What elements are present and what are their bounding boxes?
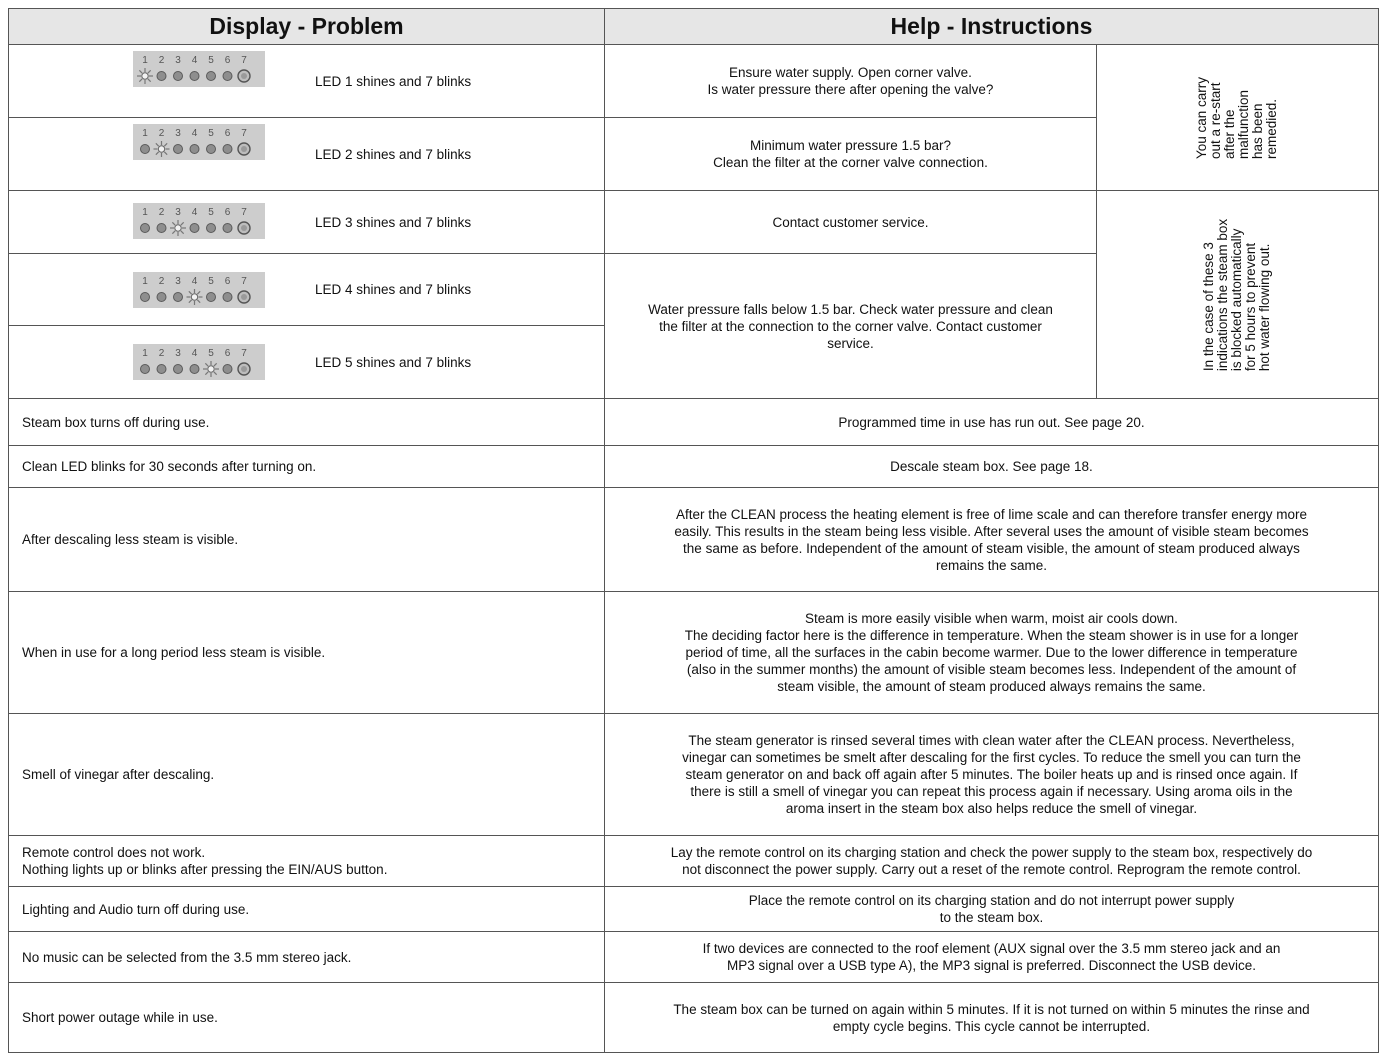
row-9-problem: Short power outage while in use. <box>8 982 605 1053</box>
led-panel-image <box>133 272 265 308</box>
led-number-label: 5 <box>208 55 214 66</box>
led-row-label: LED 4 shines and 7 blinks <box>315 282 472 297</box>
led-off-icon <box>141 293 150 302</box>
led-off-icon <box>207 145 216 154</box>
led-number-label: 4 <box>191 207 198 218</box>
row-3-help: After the CLEAN process the heating element is free of lime scale and can therefore transfer energy more easily. This results in the steam being less visible. After several uses the amount of visible steam becomes the same as before. Independent of the amount of steam visible, the amount of steam produced always remains the same. <box>604 487 1379 592</box>
led-row-label: LED 1 shines and 7 blinks <box>315 73 472 89</box>
led-panel-svg <box>133 272 265 308</box>
led-off-icon <box>157 293 166 302</box>
led-off-icon <box>157 365 166 374</box>
row-5-help: The steam generator is rinsed several times with clean water after the CLEAN process. Nevertheless, vinegar can sometimes be smelt after descaling for the first cycles. To reduce the smell you can turn the steam generator on and back off again after 5 minutes. The boiler heats up and is rinsed once again. If there is still a smell of vinegar you can repeat this process again if necessary. Using aroma oils in the aroma insert in the steam box also helps reduce the smell of vinegar. <box>604 713 1379 836</box>
led-shining-icon <box>187 289 203 305</box>
led-help-1: Ensure water supply. Open corner valve. Is water pressure there after opening the valve? <box>604 44 1097 118</box>
led-number-label: 2 <box>158 348 165 359</box>
row-3-problem: After descaling less steam is visible. <box>8 487 605 592</box>
led-shining-icon <box>170 220 186 236</box>
led-off-icon <box>174 72 183 81</box>
led-off-icon <box>207 72 216 81</box>
led-number-label: 3 <box>175 128 181 139</box>
led-off-icon <box>174 365 183 374</box>
led-panel-svg <box>133 51 265 87</box>
row-7-help: Place the remote control on its charging station and do not interrupt power supply to the steam box. <box>604 886 1379 932</box>
led-number-label: 2 <box>158 128 165 139</box>
led-off-icon <box>223 72 232 81</box>
row-2-help: Descale steam box. See page 18. <box>604 445 1379 488</box>
led-number-label: 6 <box>224 207 231 218</box>
led-shining-icon <box>137 68 153 84</box>
led-number-label: 7 <box>241 207 247 218</box>
row-6-help: Lay the remote control on its charging station and check the power supply to the steam box, respectively do not disconnect the power supply. Carry out a reset of the remote control. Reprogram the remote control. <box>604 835 1379 887</box>
led-number-label: 5 <box>208 128 214 139</box>
led-help-2: Minimum water pressure 1.5 bar? Clean the filter at the corner valve connection. <box>604 117 1097 191</box>
header-problem: Display - Problem <box>8 8 605 45</box>
led-row-label: LED 3 shines and 7 blinks <box>315 214 472 230</box>
led-number-label: 3 <box>175 55 181 66</box>
led-off-icon <box>190 145 199 154</box>
side-note-restart <box>1096 44 1379 191</box>
troubleshooting-table <box>8 8 1379 1053</box>
row-4-problem: When in use for a long period less steam is visible. <box>8 591 605 714</box>
led-blinking-icon <box>238 222 250 234</box>
led-number-label: 5 <box>208 348 214 359</box>
led-number-label: 2 <box>158 207 165 218</box>
led-row-5-problem <box>8 325 605 399</box>
led-number-label: 4 <box>191 276 198 287</box>
led-number-label: 6 <box>224 128 231 139</box>
row-6-problem: Remote control does not work. Nothing lights up or blinks after pressing the EIN/AUS button. <box>8 835 605 887</box>
side-note-blocked-text: In the case of these 3 indications the steam box is blocked automatically for 5 hours to prevent hot water flowing out. <box>1201 218 1273 371</box>
led-number-label: 2 <box>158 55 165 66</box>
led-number-label: 1 <box>142 128 148 139</box>
led-panel-image <box>133 51 265 87</box>
led-number-label: 5 <box>208 276 214 287</box>
led-number-label: 6 <box>224 55 231 66</box>
header-help: Help - Instructions <box>604 8 1379 45</box>
led-number-label: 3 <box>175 276 181 287</box>
led-off-icon <box>174 145 183 154</box>
led-blinking-icon <box>238 363 250 375</box>
led-row-label: LED 2 shines and 7 blinks <box>315 146 472 162</box>
led-blinking-icon <box>238 291 250 303</box>
led-blinking-icon <box>238 143 250 155</box>
led-panel-image <box>133 203 265 239</box>
row-8-help: If two devices are connected to the roof element (AUX signal over the 3.5 mm stereo jack and an MP3 signal over a USB type A), the MP3 signal is preferred. Disconnect the USB device. <box>604 931 1379 983</box>
led-off-icon <box>190 224 199 233</box>
led-blinking-icon <box>238 70 250 82</box>
led-off-icon <box>190 72 199 81</box>
led-off-icon <box>174 293 183 302</box>
led-shining-icon <box>203 361 219 377</box>
led-number-label: 3 <box>175 348 181 359</box>
led-number-label: 1 <box>142 55 148 66</box>
led-number-label: 7 <box>241 276 247 287</box>
led-off-icon <box>223 365 232 374</box>
led-off-icon <box>141 365 150 374</box>
led-number-label: 5 <box>208 207 214 218</box>
led-off-icon <box>141 224 150 233</box>
led-off-icon <box>223 224 232 233</box>
led-panel-svg <box>133 203 265 239</box>
led-panel-svg <box>133 344 265 380</box>
row-1-help: Programmed time in use has run out. See page 20. <box>604 398 1379 446</box>
led-off-icon <box>157 224 166 233</box>
led-number-label: 4 <box>191 348 198 359</box>
led-number-label: 1 <box>142 207 148 218</box>
led-panel-image <box>133 344 265 380</box>
led-number-label: 3 <box>175 207 181 218</box>
led-row-4-problem <box>8 253 605 326</box>
row-9-help: The steam box can be turned on again within 5 minutes. If it is not turned on within 5 minutes the rinse and empty cycle begins. This cycle cannot be interrupted. <box>604 982 1379 1053</box>
led-number-label: 1 <box>142 276 148 287</box>
led-row-label: LED 5 shines and 7 blinks <box>315 354 472 370</box>
led-off-icon <box>141 145 150 154</box>
led-number-label: 4 <box>191 55 198 66</box>
row-4-help: Steam is more easily visible when warm, moist air cools down. The deciding factor here is the difference in temperature. When the steam shower is in use for a longer period of time, all the surfaces in the cabin become warmer. Due to the lower difference in temperature (also in the summer months) the amount of visible steam becomes less. Independent of the amount of steam visible, the amount of steam produced always remains the same. <box>604 591 1379 714</box>
led-row-3-problem <box>8 190 605 254</box>
row-8-problem: No music can be selected from the 3.5 mm stereo jack. <box>8 931 605 983</box>
led-off-icon <box>223 293 232 302</box>
led-off-icon <box>157 72 166 81</box>
led-off-icon <box>190 365 199 374</box>
side-note-blocked <box>1096 190 1379 399</box>
led-number-label: 1 <box>142 348 148 359</box>
led-panel-svg <box>133 124 265 160</box>
led-number-label: 7 <box>241 128 247 139</box>
led-help-45: Water pressure falls below 1.5 bar. Check water pressure and clean the filter at the connection to the corner valve. Contact customer service. <box>604 253 1097 399</box>
led-row-1-problem <box>8 44 605 118</box>
row-7-problem: Lighting and Audio turn off during use. <box>8 886 605 932</box>
row-1-problem: Steam box turns off during use. <box>8 398 605 446</box>
led-number-label: 7 <box>241 348 247 359</box>
row-2-problem: Clean LED blinks for 30 seconds after turning on. <box>8 445 605 488</box>
led-shining-icon <box>154 141 170 157</box>
led-number-label: 2 <box>158 276 165 287</box>
led-off-icon <box>207 224 216 233</box>
led-number-label: 7 <box>241 55 247 66</box>
led-number-label: 4 <box>191 128 198 139</box>
led-number-label: 6 <box>224 276 231 287</box>
side-note-restart-text: You can carry out a re-start after the malfunction has been remedied. <box>1194 76 1280 159</box>
row-5-problem: Smell of vinegar after descaling. <box>8 713 605 836</box>
led-off-icon <box>223 145 232 154</box>
led-help-3: Contact customer service. <box>604 190 1097 254</box>
led-off-icon <box>207 293 216 302</box>
led-panel-image <box>133 124 265 160</box>
led-number-label: 6 <box>224 348 231 359</box>
led-row-2-problem <box>8 117 605 191</box>
